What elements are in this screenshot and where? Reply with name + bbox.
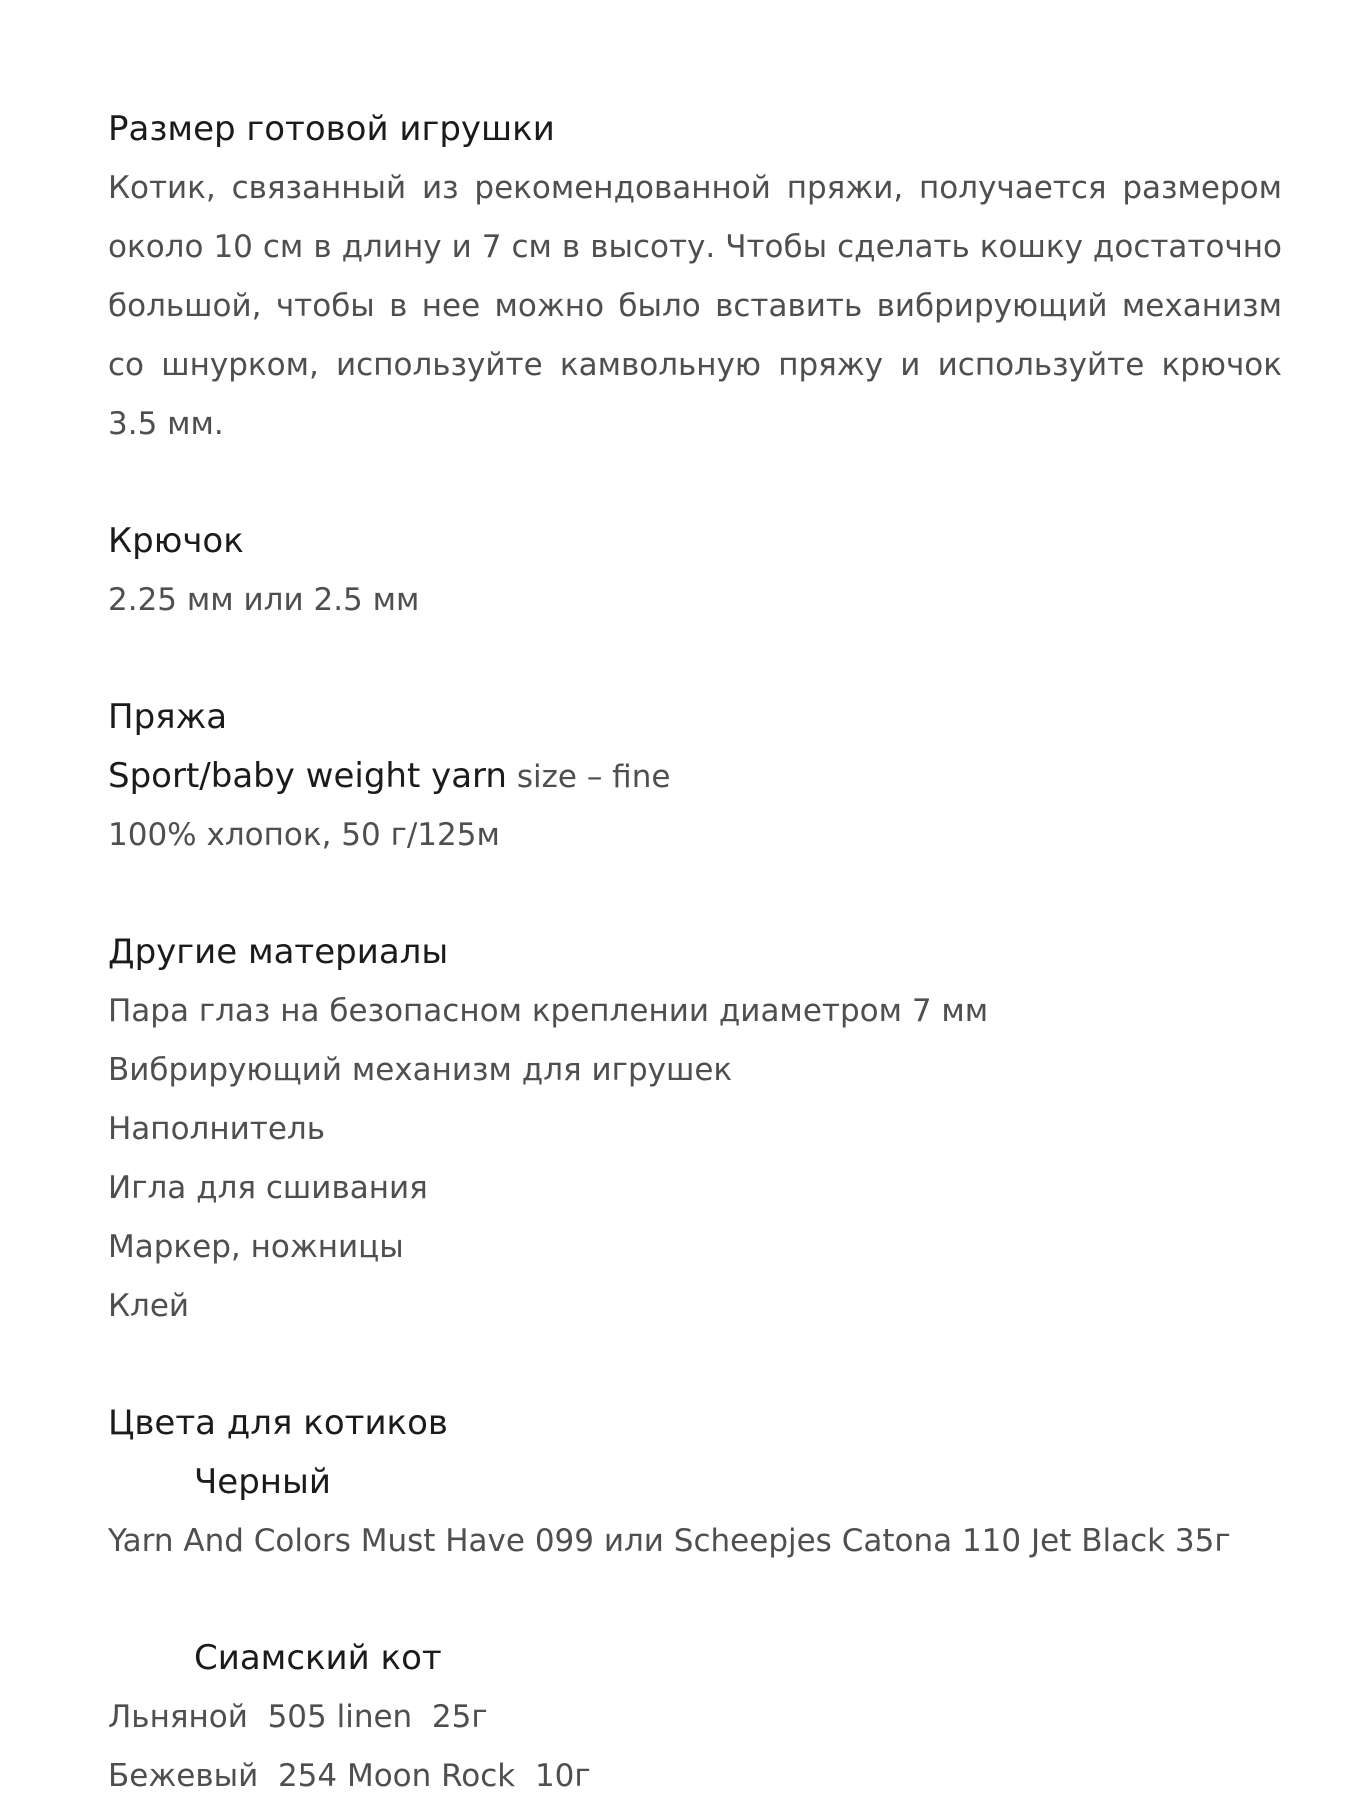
yarn-composition: 100% хлопок, 50 г/125м xyxy=(108,817,500,853)
size-description: Котик, связанный из рекомендованной пряжи, получается размером около 10 см в длину и 7 см в высоту. Чтобы сделать кошку достаточно большой, чтобы в нее можно было вставить вибрирующий механизм со шнурком, используйте камвольную пряжу и используйте крючок 3.5 мм. xyxy=(108,170,1282,442)
size-heading: Размер готовой игрушки xyxy=(108,109,555,149)
materials-item: Клей xyxy=(108,1288,190,1324)
black-cat-heading: Черный xyxy=(194,1462,331,1502)
section-gap xyxy=(108,1336,1282,1394)
section-gap xyxy=(108,865,1282,923)
yarn-size-note: size – fine xyxy=(516,759,671,795)
materials-item: Пара глаз на безопасном креплении диаметром 7 мм xyxy=(108,993,989,1029)
hook-size: 2.25 мм или 2.5 мм xyxy=(108,582,420,618)
section-gap xyxy=(108,630,1282,688)
siamese-yarn-line: Льняной 505 linen 25г xyxy=(108,1699,488,1735)
siamese-yarn-line: Бежевый 254 Moon Rock 10г xyxy=(108,1758,591,1794)
yarn-heading: Пряжа xyxy=(108,697,228,737)
hook-heading: Крючок xyxy=(108,521,244,561)
materials-item: Наполнитель xyxy=(108,1111,325,1147)
section-gap xyxy=(108,1571,1282,1629)
materials-item: Маркер, ножницы xyxy=(108,1229,404,1265)
document-page xyxy=(108,100,1282,1806)
yarn-weight-name: Sport/baby weight yarn xyxy=(108,756,507,796)
materials-heading: Другие материалы xyxy=(108,932,449,972)
black-cat-yarn: Yarn And Colors Must Have 099 или Scheepjes Catona 110 Jet Black 35г xyxy=(108,1523,1231,1559)
section-gap xyxy=(108,454,1282,512)
yarn-weight-line xyxy=(108,747,1282,806)
siamese-cat-heading: Сиамский кот xyxy=(194,1638,442,1678)
materials-item: Вибрирующий механизм для игрушек xyxy=(108,1052,733,1088)
colors-heading: Цвета для котиков xyxy=(108,1403,448,1443)
materials-item: Игла для сшивания xyxy=(108,1170,428,1206)
